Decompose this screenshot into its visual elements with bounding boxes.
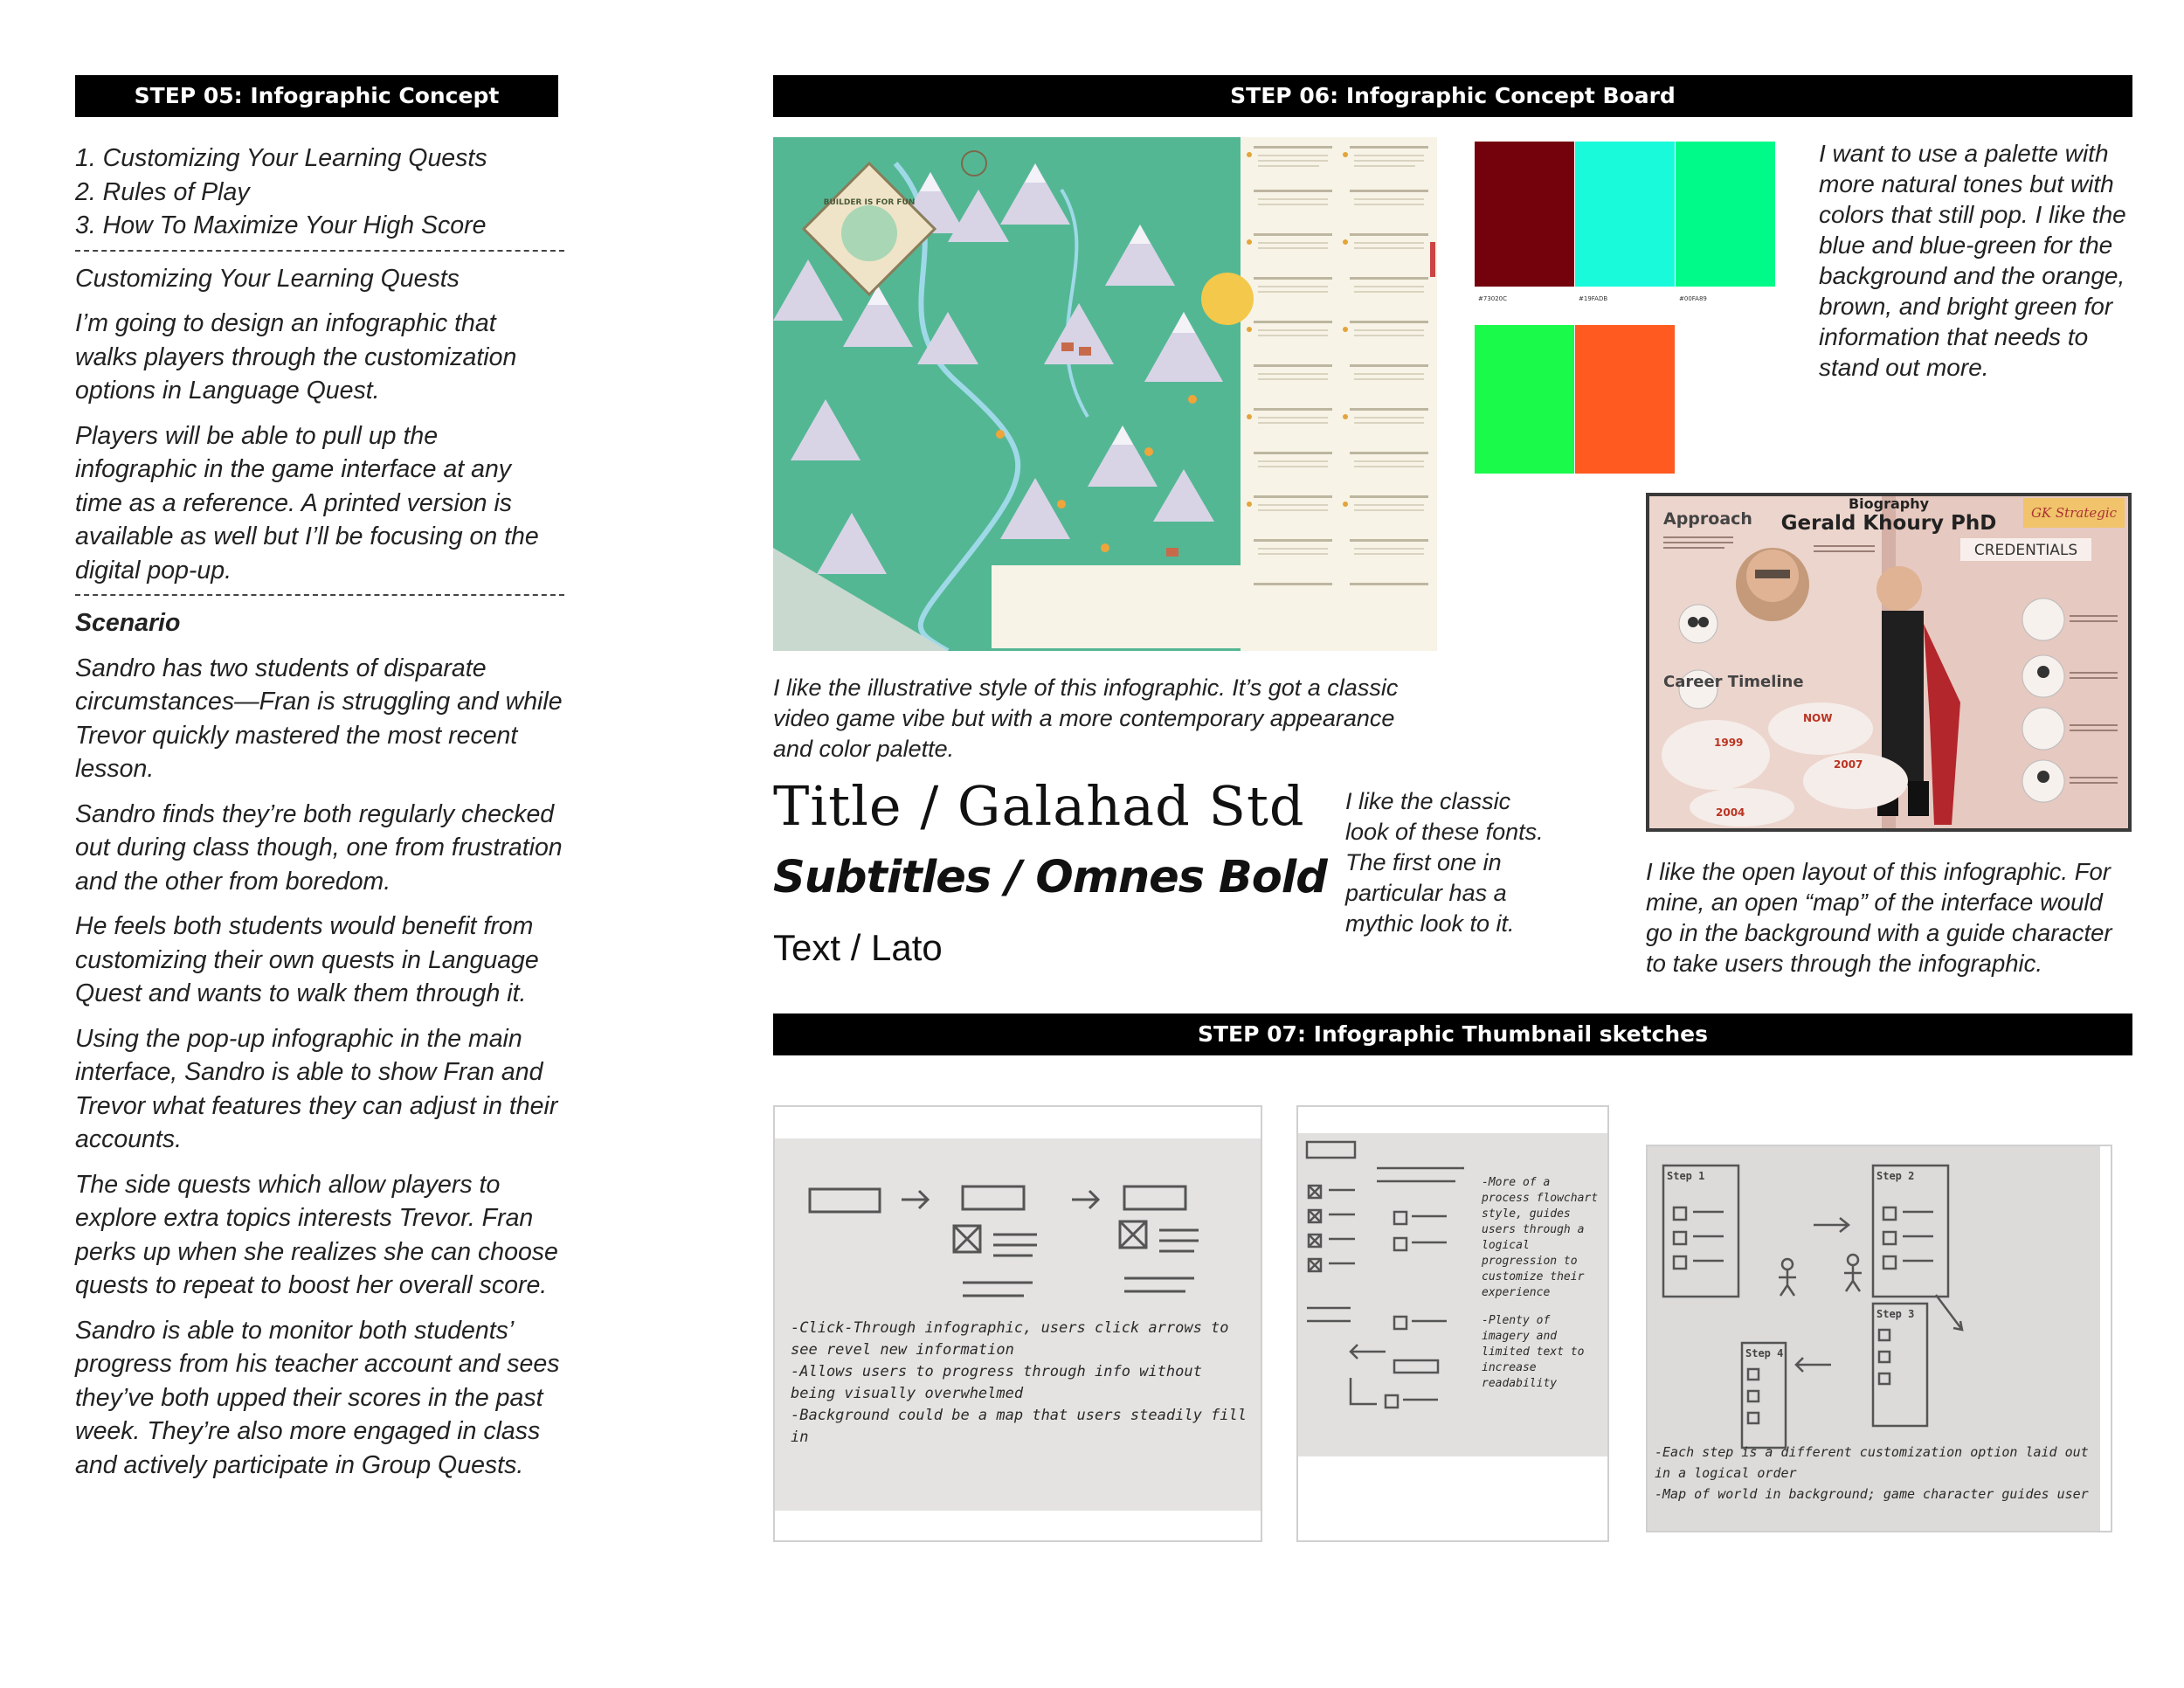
bio-year: 1999 — [1714, 737, 1744, 749]
paragraph: Players will be able to pull up the infographic in the game interface at any time as a reference. A printed version is available as well but I’ll be focusing on the digital pop-up. — [75, 421, 539, 585]
sketch-frame-3 — [1646, 1145, 2112, 1532]
palette-swatch — [1575, 142, 1675, 287]
map-infographic-image — [773, 137, 1437, 651]
divider — [75, 594, 564, 596]
sketch-note: -Background could be a map that users steadily fill in — [791, 1407, 1247, 1446]
sketch-step-label: Step 1 — [1667, 1170, 1705, 1182]
bio-brand: GK Strategic — [2030, 505, 2118, 521]
palette-swatch — [1575, 325, 1675, 474]
map-illustration — [773, 137, 1437, 651]
paragraph: Using the pop-up infographic in the main interface, Sandro is able to show Fran and Trevor what features they can adjust in their accounts. — [75, 1024, 558, 1153]
font-sample-subtitle: Subtitles / Omnes Bold — [773, 852, 1327, 903]
font-sample-text: Text / Lato — [773, 927, 943, 968]
outline-list — [75, 142, 564, 243]
scenario-title: Scenario — [75, 609, 181, 637]
fonts-caption: I like the classic look of these fonts. The first one in particular has a mythic look to it. — [1345, 788, 1544, 937]
sketch-note: -Map of world in background; game character guides user — [1655, 1486, 2089, 1502]
palette-caption: I want to use a palette with more natural tones but with colors that still pop. I like the blue and blue-green for the background and the orange, brown, and bright green for information that needs to stand out more. — [1819, 140, 2126, 381]
sketch-frame-1 — [773, 1105, 1262, 1542]
list-item: 2. Rules of Play — [75, 177, 250, 206]
step06-header: STEP 06: Infographic Concept Board — [773, 75, 2132, 117]
bio-year: 2007 — [1834, 758, 1863, 771]
biography-caption: I like the open layout of this infographic. For mine, an open “map” of the interface would go in the background with a guide character to take users through the infographic. — [1646, 858, 2112, 977]
biography-illustration — [1646, 493, 2132, 832]
sketch-step-label: Step 2 — [1876, 1170, 1915, 1182]
sketch-notes-2 — [1482, 1175, 1604, 1392]
list-item: 1. Customizing Your Learning Quests — [75, 144, 487, 172]
bio-biography-label: Biography — [1848, 495, 1930, 512]
paragraph: Sandro is able to monitor both students’ progress from his teacher account and sees they’ve both upped their scores in the past week. They’re also more engaged in class and actively participate in Group Quests. — [75, 1316, 560, 1479]
paragraph: The side quests which allow players to explore extra topics interests Trevor. Fran perks up when she realizes she can choose quests to repeat to boost her overall score. — [75, 1170, 558, 1299]
font-sample-title: Title / Galahad Std — [773, 774, 1305, 838]
map-badge-text: BUILDER IS FOR FUN — [823, 198, 916, 207]
paragraph: Sandro has two students of disparate circumstances—Fran is struggling and while Trevor quickly mastered the most recent lesson. — [75, 654, 563, 783]
sketch-photo-2 — [1298, 1133, 1607, 1456]
bio-name: Gerald Khoury PhD — [1780, 512, 1997, 535]
sketch-photo-1 — [775, 1138, 1261, 1511]
bio-credentials: CREDENTIALS — [1973, 542, 2078, 559]
list-item: 3. How To Maximize Your High Score — [75, 211, 487, 239]
divider — [75, 250, 564, 252]
palette-hex-label: #73020C — [1478, 295, 1508, 302]
step05-header: STEP 05: Infographic Concept — [75, 75, 558, 117]
sketch-frame-2 — [1296, 1105, 1609, 1542]
paragraph: He feels both students would benefit from customizing their own quests in Language Quest and wants to walk them through it. — [75, 912, 539, 1007]
palette-hex-label: #19FADB — [1579, 295, 1608, 302]
step07-header: STEP 07: Infographic Thumbnail sketches — [773, 1013, 2132, 1055]
palette-swatch — [1475, 325, 1574, 474]
paragraph: Sandro finds they’re both regularly checked out during class though, one from frustration and the other from boredom. — [75, 799, 563, 896]
sketch-note: -Click-Through infographic, users click arrows to see revel new information — [791, 1319, 1229, 1359]
sketch-note: -Each step is a different customization option laid out in a logical order — [1655, 1444, 2089, 1481]
step05-column — [75, 142, 564, 1493]
sketch-note: -More of a process flowchart style, guides users through a logical progression to customize their experience — [1482, 1176, 1599, 1299]
sketch-photo-3 — [1648, 1146, 2100, 1531]
sketch-step-label: Step 3 — [1876, 1308, 1915, 1320]
palette-hex-label: #00FA89 — [1679, 295, 1707, 302]
sketch-notes-1 — [791, 1318, 1254, 1449]
sketch-notes-3 — [1655, 1442, 2097, 1505]
section-title: Customizing Your Learning Quests — [75, 264, 460, 293]
bio-year: 2004 — [1716, 806, 1745, 819]
sketch-step-label: Step 4 — [1745, 1347, 1784, 1359]
palette-swatch — [1676, 142, 1775, 287]
biography-infographic-image — [1646, 493, 2132, 832]
bio-approach-label: Approach — [1663, 509, 1752, 529]
sketch-note: -Plenty of imagery and limited text to increase readability — [1482, 1314, 1585, 1390]
palette-swatch — [1475, 142, 1574, 287]
map-caption: I like the illustrative style of this infographic. It’s got a classic video game vibe but with a more contemporary appearance and color palette. — [773, 675, 1399, 762]
sketch-note: -Allows users to progress through info without being visually overwhelmed — [791, 1363, 1202, 1402]
bio-timeline-label: Career Timeline — [1663, 673, 1804, 691]
bio-now: NOW — [1803, 712, 1833, 724]
paragraph: I’m going to design an infographic that walks players through the customization options in Language Quest. — [75, 309, 517, 405]
